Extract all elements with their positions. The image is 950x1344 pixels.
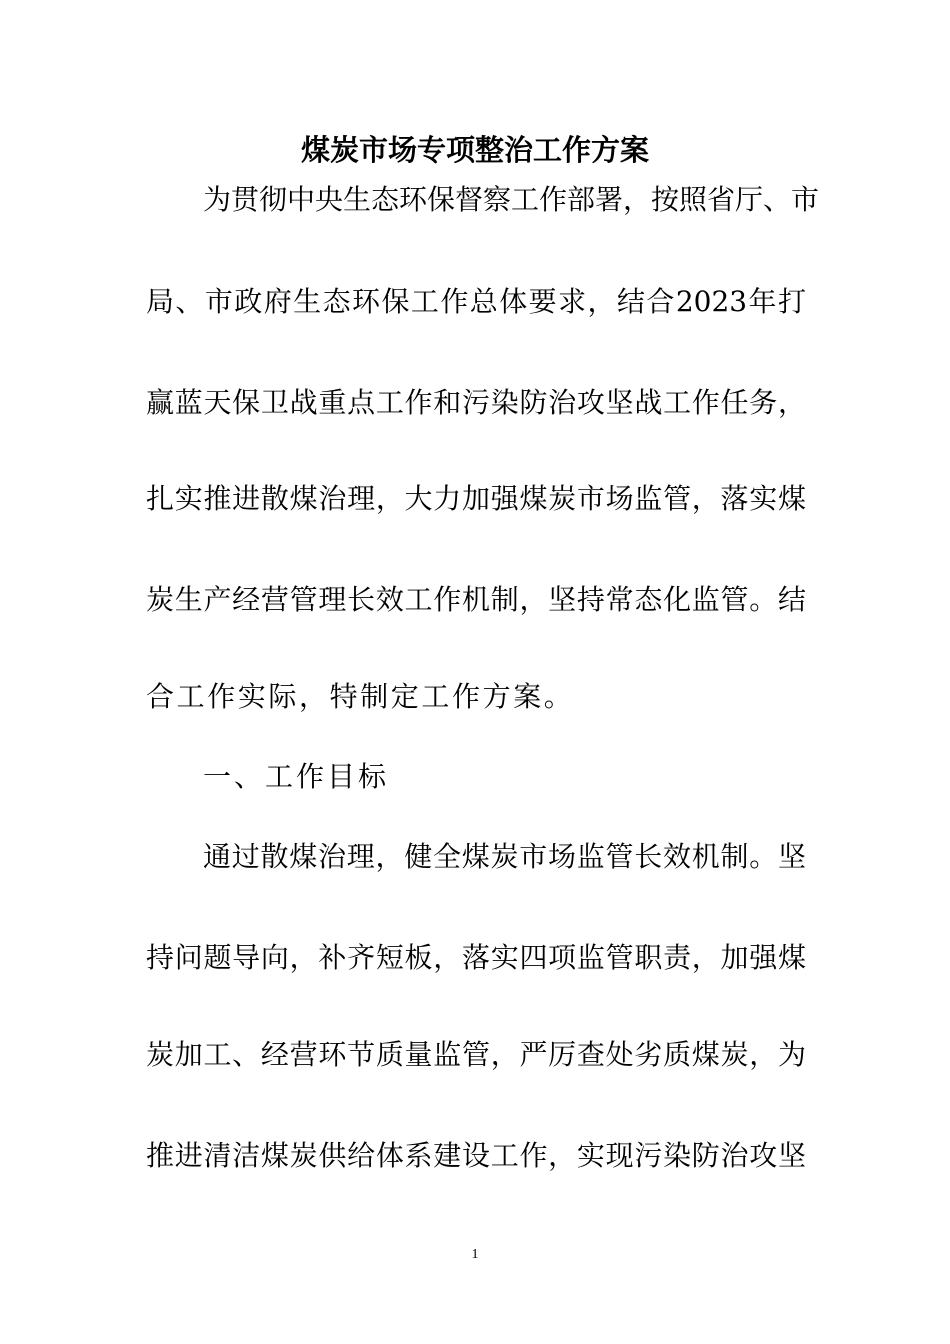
paragraph-line: 持问题导向，补齐短板，落实四项监管职责，加强煤 (146, 941, 806, 974)
section-heading: 一、工作目标 (203, 760, 390, 793)
paragraph-line: 炭生产经营管理长效工作机制，坚持常态化监管。结 (146, 583, 806, 616)
paragraph-line: 合工作实际，特制定工作方案。 (146, 680, 575, 713)
paragraph-line: 推进清洁煤炭供给体系建设工作，实现污染防治攻坚 (146, 1139, 806, 1172)
paragraph-line: 赢蓝天保卫战重点工作和污染防治攻坚战工作任务， (146, 386, 806, 419)
paragraph-line: 扎实推进散煤治理，大力加强煤炭市场监管，落实煤 (146, 482, 806, 515)
paragraph-line: 通过散煤治理，健全煤炭市场监管长效机制。坚 (203, 840, 806, 873)
paragraph-line: 炭加工、经营环节质量监管，严厉查处劣质煤炭，为 (146, 1038, 806, 1071)
document-title: 煤炭市场专项整治工作方案 (300, 133, 649, 167)
paragraph-line: 为贯彻中央生态环保督察工作部署，按照省厅、市 (203, 183, 820, 216)
page-number: 1 (471, 1247, 479, 1262)
paragraph-line: 局、市政府生态环保工作总体要求，结合2023年打 (146, 285, 806, 318)
